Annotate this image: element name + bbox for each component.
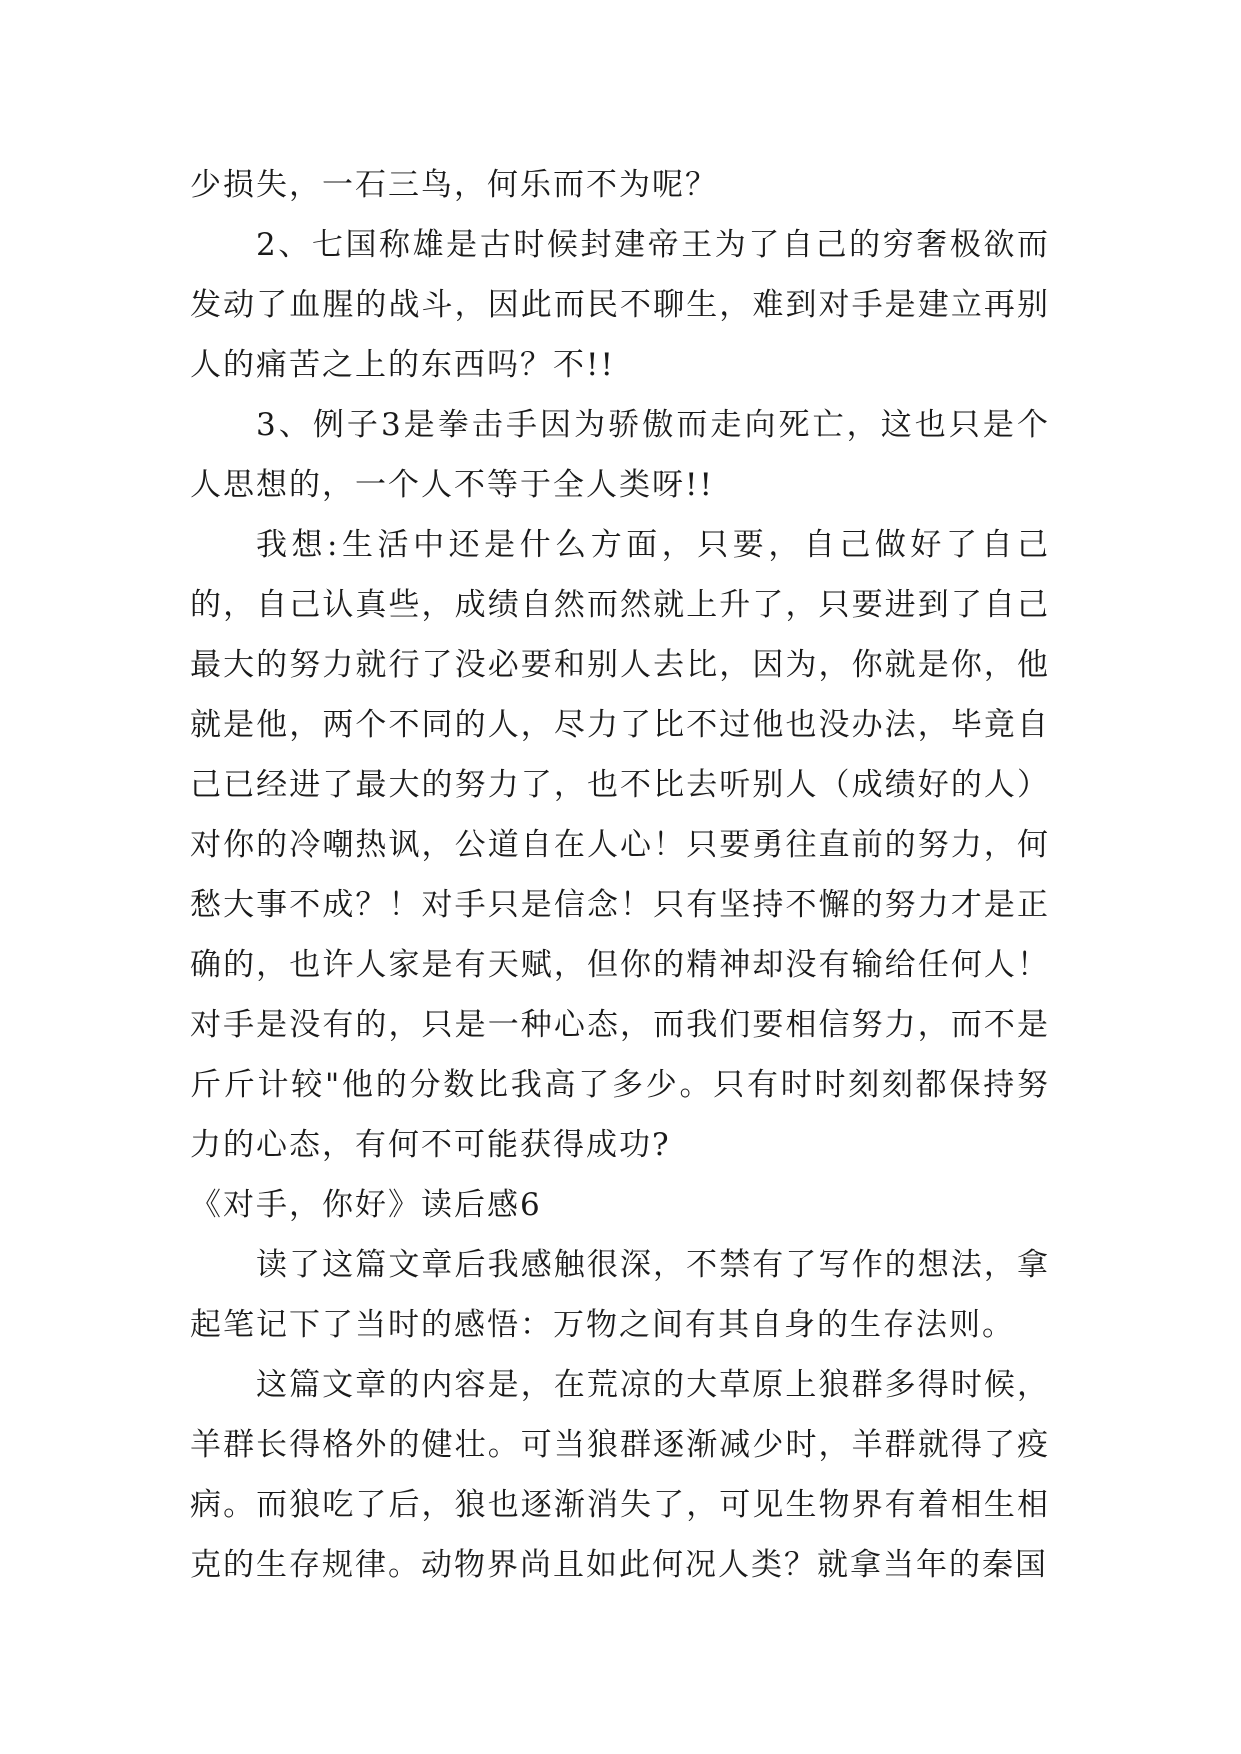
paragraph-continuation: 少损失，一石三鸟，何乐而不为呢？ [190, 167, 718, 203]
paragraph-point-3: 3、例子3是拳击手因为骄傲而走向死亡，这也只是个人思想的，一个人不等于全人类呀!! [190, 407, 1050, 503]
paragraph-intro: 读了这篇文章后我感触很深，不禁有了写作的想法，拿起笔记下了当时的感悟：万物之间有其自身的生存法则。 [190, 1247, 1050, 1343]
paragraph-content: 这篇文章的内容是，在荒凉的大草原上狼群多得时候，羊群长得格外的健壮。可当狼群逐渐减少时，羊群就得了疫病。而狼吃了后，狼也逐渐消失了，可见生物界有着相生相克的生存规律。动物界尚且如此何况人类？就拿当年的秦国 [190, 1367, 1050, 1583]
section-heading: 《对手，你好》读后感6 [190, 1187, 542, 1223]
paragraph-point-2: 2、七国称雄是古时候封建帝王为了自己的穷奢极欲而发动了血腥的战斗，因此而民不聊生，难到对手是建立再别人的痛苦之上的东西吗？不!! [190, 227, 1050, 383]
paragraph-my-thoughts: 我想:生活中还是什么方面，只要，自己做好了自己的，自己认真些，成绩自然而然就上升了，只要进到了自己最大的努力就行了没必要和别人去比，因为，你就是你，他就是他，两个不同的人，尽力了比不过他也没办法，毕竟自己已经进了最大的努力了，也不比去听别人（成绩好的人）对你的冷嘲热讽，公道自在人心！只要勇往直前的努力，何愁大事不成？！对手只是信念！只有坚持不懈的努力才是正确的，也许人家是有天赋，但你的精神却没有输给任何人！对手是没有的，只是一种心态，而我们要相信努力，而不是斤斤计较"他的分数比我高了多少。只有时时刻刻都保持努力的心态，有何不可能获得成功? [190, 527, 1050, 1163]
document-body [190, 155, 1050, 1595]
